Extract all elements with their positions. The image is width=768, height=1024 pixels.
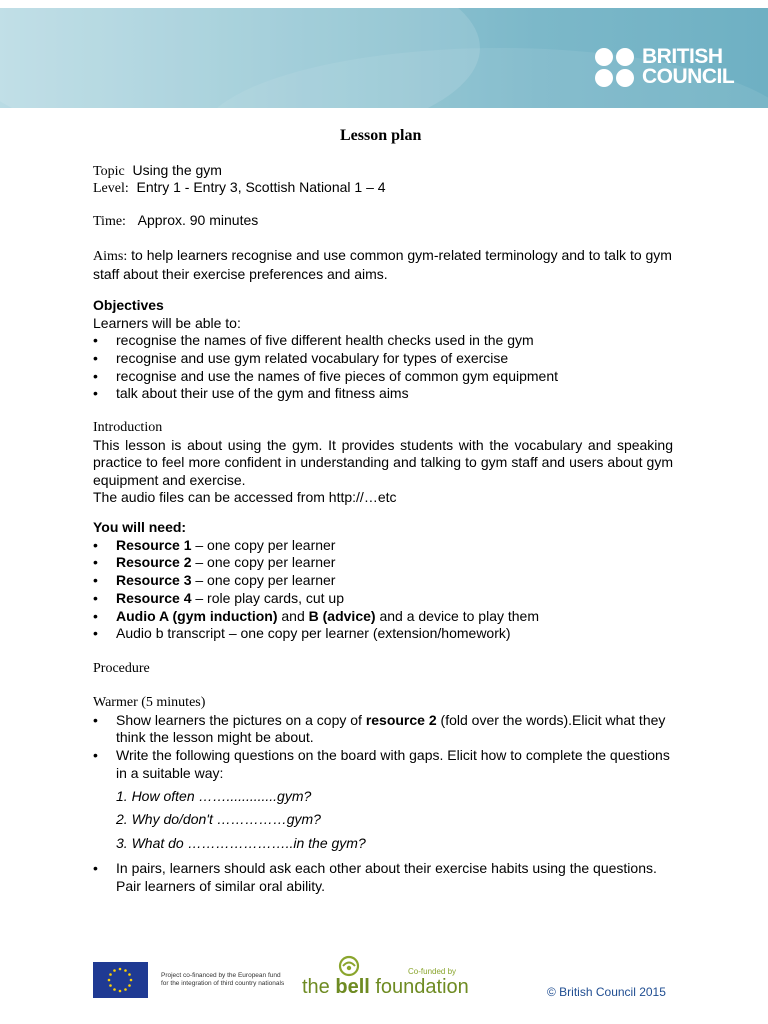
bell-text-bell: bell — [335, 976, 370, 998]
question-2: 2. Why do/don't ……………gym? — [116, 811, 321, 828]
page-header-banner — [0, 8, 768, 108]
logo-line-2: COUNCIL — [642, 65, 735, 88]
need-audio-a: Audio A (gym induction) — [116, 607, 278, 624]
time-line — [93, 212, 673, 231]
logo-line-1: BRITISH — [642, 45, 723, 68]
list-item — [93, 572, 673, 590]
list-item — [93, 712, 673, 748]
introduction-section — [93, 419, 673, 507]
aims-paragraph — [93, 247, 673, 283]
bell-text-foundation: foundation — [369, 976, 469, 998]
aims-label: Aims: — [93, 249, 128, 264]
warmer-section — [93, 694, 673, 896]
question-3: 3. What do …………………..in the gym? — [116, 834, 366, 851]
list-item — [93, 608, 673, 626]
level-line — [93, 179, 673, 198]
warmer-list — [93, 712, 673, 783]
introduction-text: This lesson is about using the gym. It provides students with the vocabulary and speaking practice to feel more confident in understanding and talking to gym staff and users about gym equipment and exercise. — [93, 436, 673, 488]
introduction-heading: Introduction — [93, 420, 163, 435]
topic-label: Topic — [93, 164, 125, 179]
list-item: • talk about their use of the gym and fitness aims — [93, 385, 673, 403]
warmer-item-text-end: (fold over the words).Elicit what they think the lesson might be about. — [116, 711, 666, 746]
objectives-list — [93, 332, 673, 403]
eu-funding-text: Project co-financed by the European fund for the integration of third country nationals — [161, 972, 285, 987]
need-audio-and: and — [277, 607, 309, 624]
question-1: 1. How often …….............gym? — [116, 787, 312, 804]
objectives-section — [93, 297, 673, 403]
warmer-item-bold: resource 2 — [365, 711, 437, 728]
british-council-logo — [595, 42, 734, 92]
page-title: Lesson plan — [340, 127, 422, 144]
list-item: • recognise and use the names of five pieces of common gym equipment — [93, 368, 673, 386]
list-item — [93, 590, 673, 608]
need-item-text: – one copy per learner — [191, 554, 336, 571]
you-will-need-section — [93, 519, 673, 643]
procedure-heading: Procedure — [93, 661, 150, 676]
need-heading: You will need: — [93, 519, 187, 535]
list-item: • Write the following questions on the board with gaps. Elicit how to complete the questions in a suitable way: — [93, 747, 673, 783]
warmer-list-2 — [93, 860, 673, 896]
level-value: Entry 1 - Entry 3, Scottish National 1 – 4 — [136, 179, 386, 195]
eu-stars-icon — [105, 966, 135, 994]
need-item-bold: Resource 1 — [116, 536, 192, 553]
warmer-heading: Warmer (5 minutes) — [93, 695, 206, 710]
need-item-text: – role play cards, cut up — [191, 589, 345, 606]
time-label: Time: — [93, 214, 126, 229]
list-item: • recognise the names of five different health checks used in the gym — [93, 332, 673, 350]
need-audio-rest: and a device to play them — [375, 607, 539, 624]
audio-line: The audio files can be accessed from http://…etc — [93, 489, 397, 505]
list-item — [93, 554, 673, 572]
need-item-text: – one copy per learner — [191, 572, 336, 589]
aims-text: to help learners recognise and use common gym-related terminology and to talk to gym staff about their exercise preferences and aims. — [93, 247, 672, 282]
need-item-text: – one copy per learner — [191, 536, 336, 553]
bell-foundation-logo-text — [302, 976, 469, 999]
need-item-bold: Resource 2 — [116, 554, 192, 571]
objectives-intro: Learners will be able to: — [93, 314, 241, 331]
warmer-item-text: Show learners the pictures on a copy of — [116, 711, 366, 728]
time-value: Approx. 90 minutes — [137, 212, 259, 228]
list-item: • recognise and use gym related vocabulary for types of exercise — [93, 350, 673, 368]
bell-cofunded-label: Co-funded by — [408, 967, 457, 976]
list-item — [93, 537, 673, 555]
need-item-bold: Resource 3 — [116, 572, 192, 589]
logo-dots-icon — [595, 48, 634, 87]
copyright-text: © British Council 2015 — [547, 985, 666, 999]
level-label: Level: — [93, 181, 129, 196]
objectives-heading: Objectives — [93, 297, 164, 313]
topic-value: Using the gym — [132, 162, 222, 178]
need-item-bold: Resource 4 — [116, 589, 192, 606]
bell-text-the: the — [302, 976, 336, 998]
needs-list — [93, 537, 673, 644]
topic-line — [93, 162, 673, 181]
eu-flag-logo — [93, 962, 148, 998]
need-audio-b: B (advice) — [308, 607, 376, 624]
list-item: • Audio b transcript – one copy per learner (extension/homework) — [93, 625, 673, 643]
list-item: • In pairs, learners should ask each other about their exercise habits using the questions. Pair learners of similar oral ability. — [93, 860, 673, 896]
